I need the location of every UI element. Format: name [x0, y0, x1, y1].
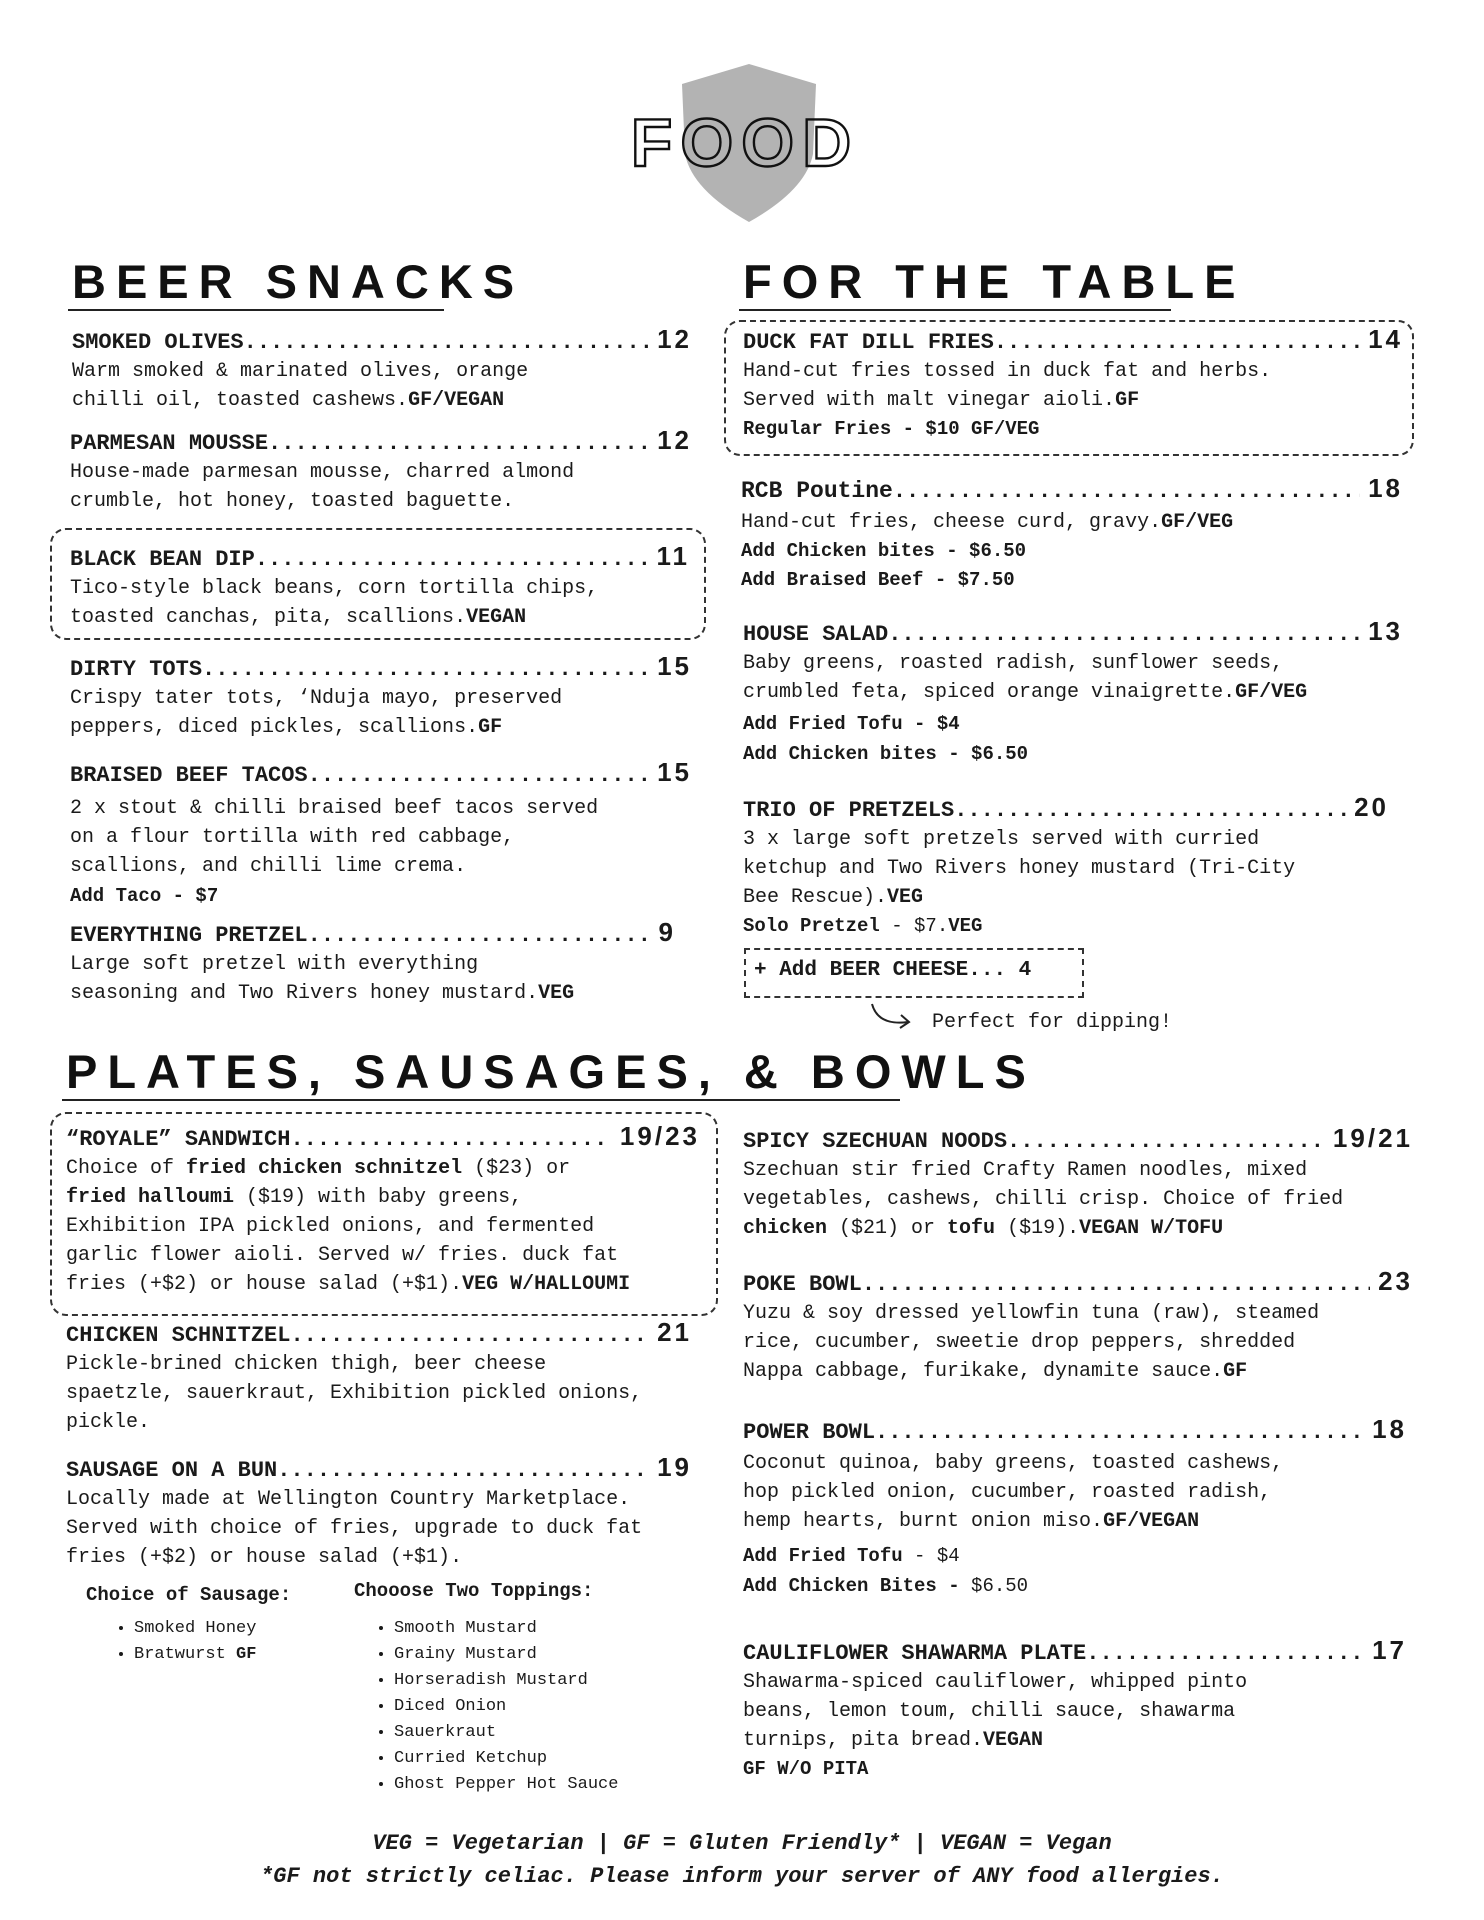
item-price: 12: [657, 324, 692, 354]
item-desc: peppers, diced pickles, scallions.: [70, 716, 479, 739]
menu-item-smoked-olives: [72, 325, 692, 415]
item-price: 13: [1368, 616, 1403, 646]
beer-cheese-label: + Add BEER CHEESE... 4: [754, 959, 1032, 982]
sausage-choice-title: Choice of Sausage:: [86, 1584, 292, 1606]
item-desc: Crispy tater tots, ‘Nduja mayo, preserved: [70, 687, 563, 710]
item-desc: Bee Rescue).: [743, 886, 888, 909]
item-desc: seasoning and Two Rivers honey mustard.: [70, 982, 539, 1005]
item-desc: spaetzle, sauerkraut, Exhibition pickled onions,: [66, 1382, 643, 1405]
diet-tag: GF/VEG: [1235, 681, 1308, 704]
item-name: SPICY SZECHUAN NOODS: [743, 1129, 1008, 1154]
item-desc-bold: fried halloumi: [66, 1186, 235, 1209]
item-desc: Large soft pretzel with everything: [70, 953, 479, 976]
item-desc: rice, cucumber, sweetie drop peppers, shredded: [743, 1331, 1296, 1354]
menu-item-spicy-szechuan-noods: [743, 1124, 1413, 1243]
section-rule: [62, 1099, 900, 1101]
item-name: DUCK FAT DILL FRIES: [743, 330, 994, 355]
item-price: 15: [657, 651, 692, 681]
item-price: 12: [657, 425, 692, 455]
item-desc: Hand-cut fries tossed in duck fat and herbs.: [743, 360, 1272, 383]
item-name: DIRTY TOTS: [70, 657, 203, 682]
item-desc: toasted canchas, pita, scallions.: [70, 606, 467, 629]
item-price: 19/21: [1332, 1123, 1413, 1153]
menu-item-cauliflower-shawarma-plate: [743, 1636, 1407, 1784]
item-name: RCB Poutine: [741, 478, 893, 504]
item-name: PARMESAN MOUSSE: [70, 431, 269, 456]
topping-option: • Sauerkraut: [394, 1720, 618, 1746]
menu-item-rcb-poutine: [741, 474, 1403, 595]
diet-tag: VEG: [887, 886, 924, 909]
menu-item-royale-sandwich: [66, 1122, 700, 1299]
item-desc: 3 x large soft pretzels served with curried: [743, 828, 1260, 851]
food-title-text: FOOD: [630, 105, 860, 181]
diet-tag: VEG W/HALLOUMI: [462, 1273, 631, 1296]
item-price: 18: [1368, 473, 1403, 503]
item-desc: Hand-cut fries, cheese curd, gravy.: [741, 511, 1162, 534]
item-name: POWER BOWL: [743, 1420, 876, 1445]
item-desc: on a flour tortilla with red cabbage,: [70, 826, 515, 849]
item-desc: crumbled feta, spiced orange vinaigrette.: [743, 681, 1236, 704]
diet-tag: GF: [236, 1645, 257, 1664]
item-desc: ($21) or: [827, 1217, 948, 1240]
item-desc: Exhibition IPA pickled onions, and fermented: [66, 1215, 595, 1238]
item-desc: Served with malt vinegar aioli.: [743, 389, 1116, 412]
menu-item-everything-pretzel: [70, 918, 676, 1008]
toppings-list: [354, 1578, 618, 1798]
diet-tag: VEG: [948, 915, 983, 937]
menu-item-sausage-on-a-bun: [66, 1453, 696, 1572]
sausage-option: • Smoked Honey: [134, 1616, 291, 1642]
item-addon: Add Braised Beef - $7.50: [741, 569, 1015, 591]
diet-tag: VEGAN: [466, 606, 527, 629]
menu-item-duck-fat-dill-fries: [743, 325, 1403, 444]
diet-tag: GF: [478, 716, 503, 739]
item-desc: beans, lemon toum, chilli sauce, shawarma: [743, 1700, 1236, 1723]
diet-tag: VEGAN: [983, 1729, 1044, 1752]
item-addon: Add Chicken bites - $6.50: [741, 540, 1027, 562]
topping-option: • Diced Onion: [394, 1694, 618, 1720]
curved-arrow-icon: [868, 1000, 918, 1034]
menu-item-black-bean-dip: [70, 542, 690, 632]
item-desc: ($19) with baby greens,: [234, 1186, 523, 1209]
item-desc: pickle.: [66, 1411, 151, 1434]
section-title-plates: PLATES, SAUSAGES, & BOWLS: [66, 1045, 1036, 1098]
item-desc: Choice of: [66, 1157, 187, 1180]
menu-item-chicken-schnitzel: [66, 1318, 696, 1437]
menu-item-power-bowl: [743, 1415, 1407, 1601]
item-desc: Served with choice of fries, upgrade to duck fat: [66, 1517, 643, 1540]
item-desc-bold: tofu: [947, 1217, 996, 1240]
item-desc: Baby greens, roasted radish, sunflower seeds,: [743, 652, 1284, 675]
item-desc: garlic flower aioli. Served w/ fries. duck fat: [66, 1244, 619, 1267]
menu-item-house-salad: [743, 617, 1403, 769]
section-title-for-the-table: FOR THE TABLE: [743, 255, 1246, 308]
item-desc: fries (+$2) or house salad (+$1).: [66, 1273, 463, 1296]
diet-tag: GF: [1115, 389, 1140, 412]
item-price: 23: [1378, 1266, 1413, 1296]
item-price: 19/23: [619, 1121, 700, 1151]
item-price: 18: [1372, 1414, 1407, 1444]
item-price: 20: [1354, 792, 1389, 822]
item-addon-price: $6.50: [959, 1575, 1029, 1597]
item-addon: Add Taco - $7: [70, 885, 219, 907]
item-desc: Pickle-brined chicken thigh, beer cheese: [66, 1353, 547, 1376]
item-desc: Shawarma-spiced cauliflower, whipped pinto: [743, 1671, 1248, 1694]
item-addon: GF W/O PITA: [743, 1758, 869, 1780]
item-desc: 2 x stout & chilli braised beef tacos served: [70, 797, 599, 820]
diet-tag: VEGAN W/TOFU: [1079, 1217, 1224, 1240]
toppings-title: Chooose Two Toppings:: [354, 1580, 594, 1602]
item-name: BRAISED BEEF TACOS: [70, 763, 308, 788]
menu-item-braised-beef-tacos: [70, 758, 692, 911]
item-desc: ketchup and Two Rivers honey mustard (Tri-City: [743, 857, 1296, 880]
topping-option: • Curried Ketchup: [394, 1746, 618, 1772]
item-name: TRIO OF PRETZELS: [743, 798, 955, 823]
menu-item-parmesan-mousse: [70, 426, 692, 516]
item-name: SAUSAGE ON A BUN: [66, 1458, 278, 1483]
diet-legend: VEG = Vegetarian | GF = Gluten Friendly* | VEGAN = Vegan: [372, 1831, 1112, 1856]
item-desc: Yuzu & soy dressed yellowfin tuna (raw), steamed: [743, 1302, 1320, 1325]
allergy-note: *GF not strictly celiac. Please inform your server of ANY food allergies.: [260, 1864, 1224, 1889]
topping-option: • Grainy Mustard: [394, 1642, 618, 1668]
item-desc: turnips, pita bread.: [743, 1729, 984, 1752]
sausage-choice-list: [86, 1582, 291, 1668]
item-addon-price: - $7.: [879, 915, 949, 937]
item-desc: vegetables, cashews, chilli crisp. Choice of fried: [743, 1188, 1344, 1211]
item-addon: Add Chicken bites - $6.50: [743, 743, 1029, 765]
section-rule: [739, 309, 1171, 311]
item-desc: ($23) or: [462, 1157, 571, 1180]
menu-item-dirty-tots: [70, 652, 692, 742]
item-addon: Regular Fries - $10 GF/VEG: [743, 418, 1040, 440]
item-addon: Add Chicken Bites -: [743, 1575, 960, 1597]
diet-tag: VEG: [538, 982, 575, 1005]
item-desc: Coconut quinoa, baby greens, toasted cashews,: [743, 1452, 1284, 1475]
beer-cheese-note: Perfect for dipping!: [932, 1011, 1173, 1034]
item-desc: ($19).: [995, 1217, 1080, 1240]
item-price: 15: [657, 757, 692, 787]
item-desc: Locally made at Wellington Country Marketplace.: [66, 1488, 631, 1511]
section-title-beer-snacks: BEER SNACKS: [72, 255, 525, 308]
item-price: 11: [656, 541, 690, 571]
item-name: POKE BOWL: [743, 1272, 862, 1297]
item-desc: Szechuan stir fried Crafty Ramen noodles, mixed: [743, 1159, 1308, 1182]
item-name: HOUSE SALAD: [743, 622, 889, 647]
item-desc: Warm smoked & marinated olives, orange: [72, 360, 529, 383]
sausage-option: • Bratwurst GF: [134, 1642, 291, 1668]
item-desc: House-made parmesan mousse, charred almond: [70, 461, 575, 484]
item-price: 21: [657, 1317, 692, 1347]
item-desc: Tico-style black beans, corn tortilla chips,: [70, 577, 599, 600]
item-price: 19: [657, 1452, 692, 1482]
diet-tag: GF/VEG: [1161, 511, 1234, 534]
item-desc-bold: fried chicken schnitzel: [186, 1157, 463, 1180]
item-addon: Add Fried Tofu - $4: [743, 713, 960, 735]
item-addon: Solo Pretzel: [743, 915, 880, 937]
item-desc: Nappa cabbage, furikake, dynamite sauce.: [743, 1360, 1224, 1383]
item-addon-price: - $4: [902, 1545, 960, 1567]
item-name: CAULIFLOWER SHAWARMA PLATE: [743, 1641, 1087, 1666]
diet-tag: GF: [1223, 1360, 1248, 1383]
diet-tag: GF/VEGAN: [408, 389, 505, 412]
item-price: 17: [1372, 1635, 1407, 1665]
topping-option: • Smooth Mustard: [394, 1616, 618, 1642]
item-desc: chilli oil, toasted cashews.: [72, 389, 409, 412]
item-addon: Add Fried Tofu: [743, 1545, 903, 1567]
item-name: SMOKED OLIVES: [72, 330, 244, 355]
item-desc-bold: chicken: [743, 1217, 828, 1240]
item-desc: hemp hearts, burnt onion miso.: [743, 1510, 1104, 1533]
item-desc: fries (+$2) or house salad (+$1).: [66, 1546, 463, 1569]
topping-option: • Ghost Pepper Hot Sauce: [394, 1772, 618, 1798]
item-name: EVERYTHING PRETZEL: [70, 923, 308, 948]
topping-option: • Horseradish Mustard: [394, 1668, 618, 1694]
item-name: “ROYALE” SANDWICH: [66, 1127, 291, 1152]
item-name: BLACK BEAN DIP: [70, 547, 255, 572]
item-price: 9: [658, 917, 676, 947]
item-price: 14: [1368, 324, 1403, 354]
item-name: CHICKEN SCHNITZEL: [66, 1323, 291, 1348]
item-desc: hop pickled onion, cucumber, roasted radish,: [743, 1481, 1272, 1504]
diet-tag: GF/VEGAN: [1103, 1510, 1200, 1533]
item-desc: crumble, hot honey, toasted baguette.: [70, 490, 515, 513]
food-title: [620, 104, 870, 184]
menu-item-trio-of-pretzels: [743, 793, 1403, 941]
item-desc: scallions, and chilli lime crema.: [70, 855, 467, 878]
menu-item-poke-bowl: [743, 1267, 1413, 1386]
section-rule: [68, 309, 444, 311]
